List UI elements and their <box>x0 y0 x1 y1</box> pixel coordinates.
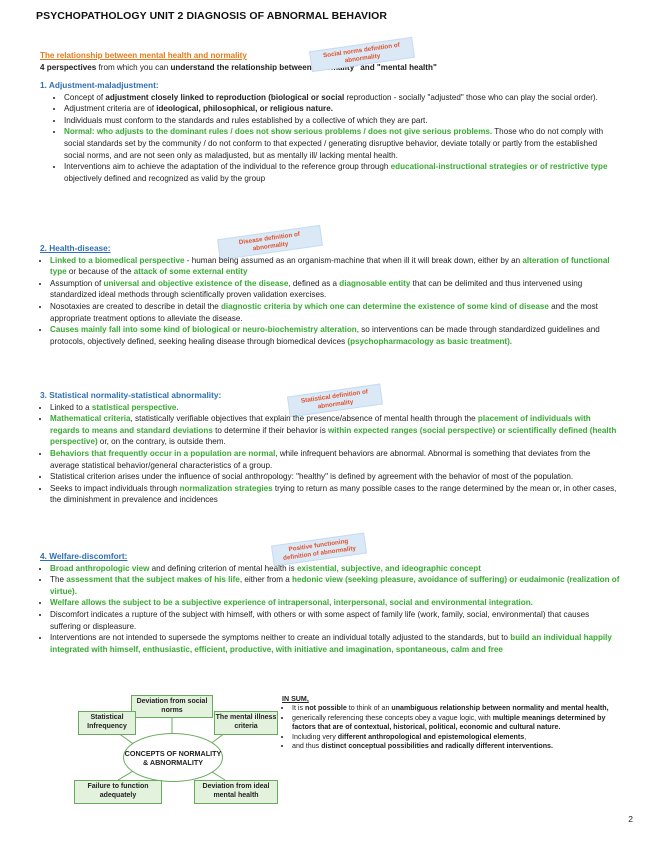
list-item: • Adjustment criteria are of ideological, philosophical, or religious nature. <box>64 103 620 115</box>
diagram-node-statistical: Statistical Infrequency <box>78 711 136 735</box>
summary-block <box>282 695 612 751</box>
section4-title: 4. Welfare-discomfort: <box>40 551 128 561</box>
list-item: • Welfare allows the subject to be a subjective experience of intrapersonal, interpersonal, social and environmental integration. <box>50 597 620 609</box>
list-item: • Linked to a statistical perspective. <box>50 402 620 414</box>
diagram-center: CONCEPTS OF NORMALITY & ABNORMALITY <box>123 733 223 782</box>
stamp-disease: Disease definition of abnormality <box>217 225 323 260</box>
diagram-node-mental-illness: The mental illness criteria <box>214 711 278 735</box>
list-item: • generically referencing these concepts obey a vague logic, with multiple meanings determined by factors that are of contextual, historical, political, economic and cultural nature. <box>292 714 612 733</box>
list-item: • Broad anthropologic view and defining criterion of mental health is existential, subjective, and ideographic concept <box>50 563 620 575</box>
list-item: • Normal: who adjusts to the dominant rules / does not show serious problems / does not give serious problems. Those who do not comply with social standards set by the community / do not conform to that expected / generating disruptive behavior, deviate totally or partly from the established social norms, and are not seen only as maladjusted, but as mentally ill/ lacking mental health. <box>64 126 620 161</box>
list-item: • Individuals must conform to the standards and rules established by a collective of which they are part. <box>64 115 620 127</box>
list-item: • Nosotaxies are created to describe in detail the diagnostic criteria by which one can determine the existence of some kind of disease and the most appropriate treatment options to alleviate the disease. <box>50 301 620 324</box>
list-item: • Discomfort indicates a rupture of the subject with himself, with others or with some aspect of family life (work, family, social, environmental) that causes suffering or displeasure. <box>50 609 620 632</box>
list-item: • Assumption of universal and objective existence of the disease, defined as a diagnosable entity that can be delimited and thus intervened using standardized ideal methods through scientifically proven validation exercises. <box>50 278 620 301</box>
list-item: • Interventions aim to achieve the adaptation of the individual to the reference group through educational-instructional strategies or of restrictive type objectively defined and recognized as valid by the group <box>64 161 620 184</box>
diagram-node-failure: Failure to function adequately <box>74 780 162 804</box>
list-item: • Mathematical criteria, statistically verifiable objectives that explain the presence/absence of mental health through the placement of individuals with regards to means and standard deviations to determine if their behavior is within expected ranges (social perspective) or scientifically defined (health perspective) or, on the contrary, is outside them. <box>50 413 620 448</box>
intro-title: The relationship between mental health and normality <box>40 51 247 60</box>
list-item: • Interventions are not intended to supersede the symptoms neither to create an individual totally adjusted to the standards, but to build an individual happily integrated with himself, enthusiastic, efficient, productive, with initiative and imagination, spontaneous, calm and free <box>50 632 620 655</box>
list-item: • It is not possible to think of an unambiguous relationship between normality and mental health, <box>292 704 612 713</box>
stamp-social-norms: Social norms definition of abnormality <box>309 37 415 72</box>
stamp-positive-functioning: Positive functioning definition of abnormality <box>271 533 367 567</box>
section1-title: 1. Adjustment-maladjustment: <box>40 80 159 90</box>
section3-title: 3. Statistical normality-statistical abnormality: <box>40 390 222 400</box>
list-item: • Including very different anthropological and epistemological elements, <box>292 733 612 742</box>
list-item: • Causes mainly fall into some kind of biological or neuro-biochemistry alteration, so interventions can be made through standardized guidelines and protocols, objectively defined, seeking healing disease through biomedical devices (psychopharmacology as basic treatment). <box>50 324 620 347</box>
list-item: • and thus distinct conceptual possibilities and radically different interventions. <box>292 742 612 751</box>
section2-title: 2. Health-disease: <box>40 243 111 253</box>
diagram-node-ideal-health: Deviation from ideal mental health <box>194 780 278 804</box>
list-item: • Seeks to impact individuals through normalization strategies trying to return as many possible cases to the range determined by the mean or, in other cases, the diminishment in prevalence and incidences <box>50 483 620 506</box>
intro-lead-bold: 4 perspectives <box>40 62 97 72</box>
page-number: 2 <box>628 814 633 824</box>
page-header: PSYCHOPATHOLOGY UNIT 2 DIAGNOSIS OF ABNORMAL BEHAVIOR <box>36 10 388 22</box>
list-item: • Linked to a biomedical perspective - human being assumed as an organism-machine that when ill it will break down, either by an alteration of functional type or because of the attack of some external entity <box>50 255 620 278</box>
intro-lead-text: from which you can <box>96 62 171 72</box>
list-item: • Behaviors that frequently occur in a population are normal, while infrequent behaviors are abnormal. Abnormal is something that deviates from the average statistical behavior/general characteristics of a group. <box>50 448 620 471</box>
list-item: • Concept of adjustment closely linked to reproduction (biological or social reproduction - socially "adjusted" those who can play the social order). <box>64 92 620 104</box>
summary-list <box>282 704 612 751</box>
stamp-statistical: Statistical definition of abnormality <box>287 384 383 418</box>
diagram-node-social-norms: Deviation from social norms <box>131 695 213 718</box>
list-item: • The assessment that the subject makes of his life, either from a hedonic view (seeking pleasure, avoidance of suffering) or eudaimonic (realization of virtue). <box>50 574 620 597</box>
intro-lead-bold2: understand the relationship between "normality" and "mental health" <box>170 62 437 72</box>
list-item: • Statistical criterion arises under the influence of social anthropology: "healthy" is defined by agreement with the behavior of most of the population. <box>50 471 620 483</box>
summary-title: IN SUM, <box>282 695 309 703</box>
